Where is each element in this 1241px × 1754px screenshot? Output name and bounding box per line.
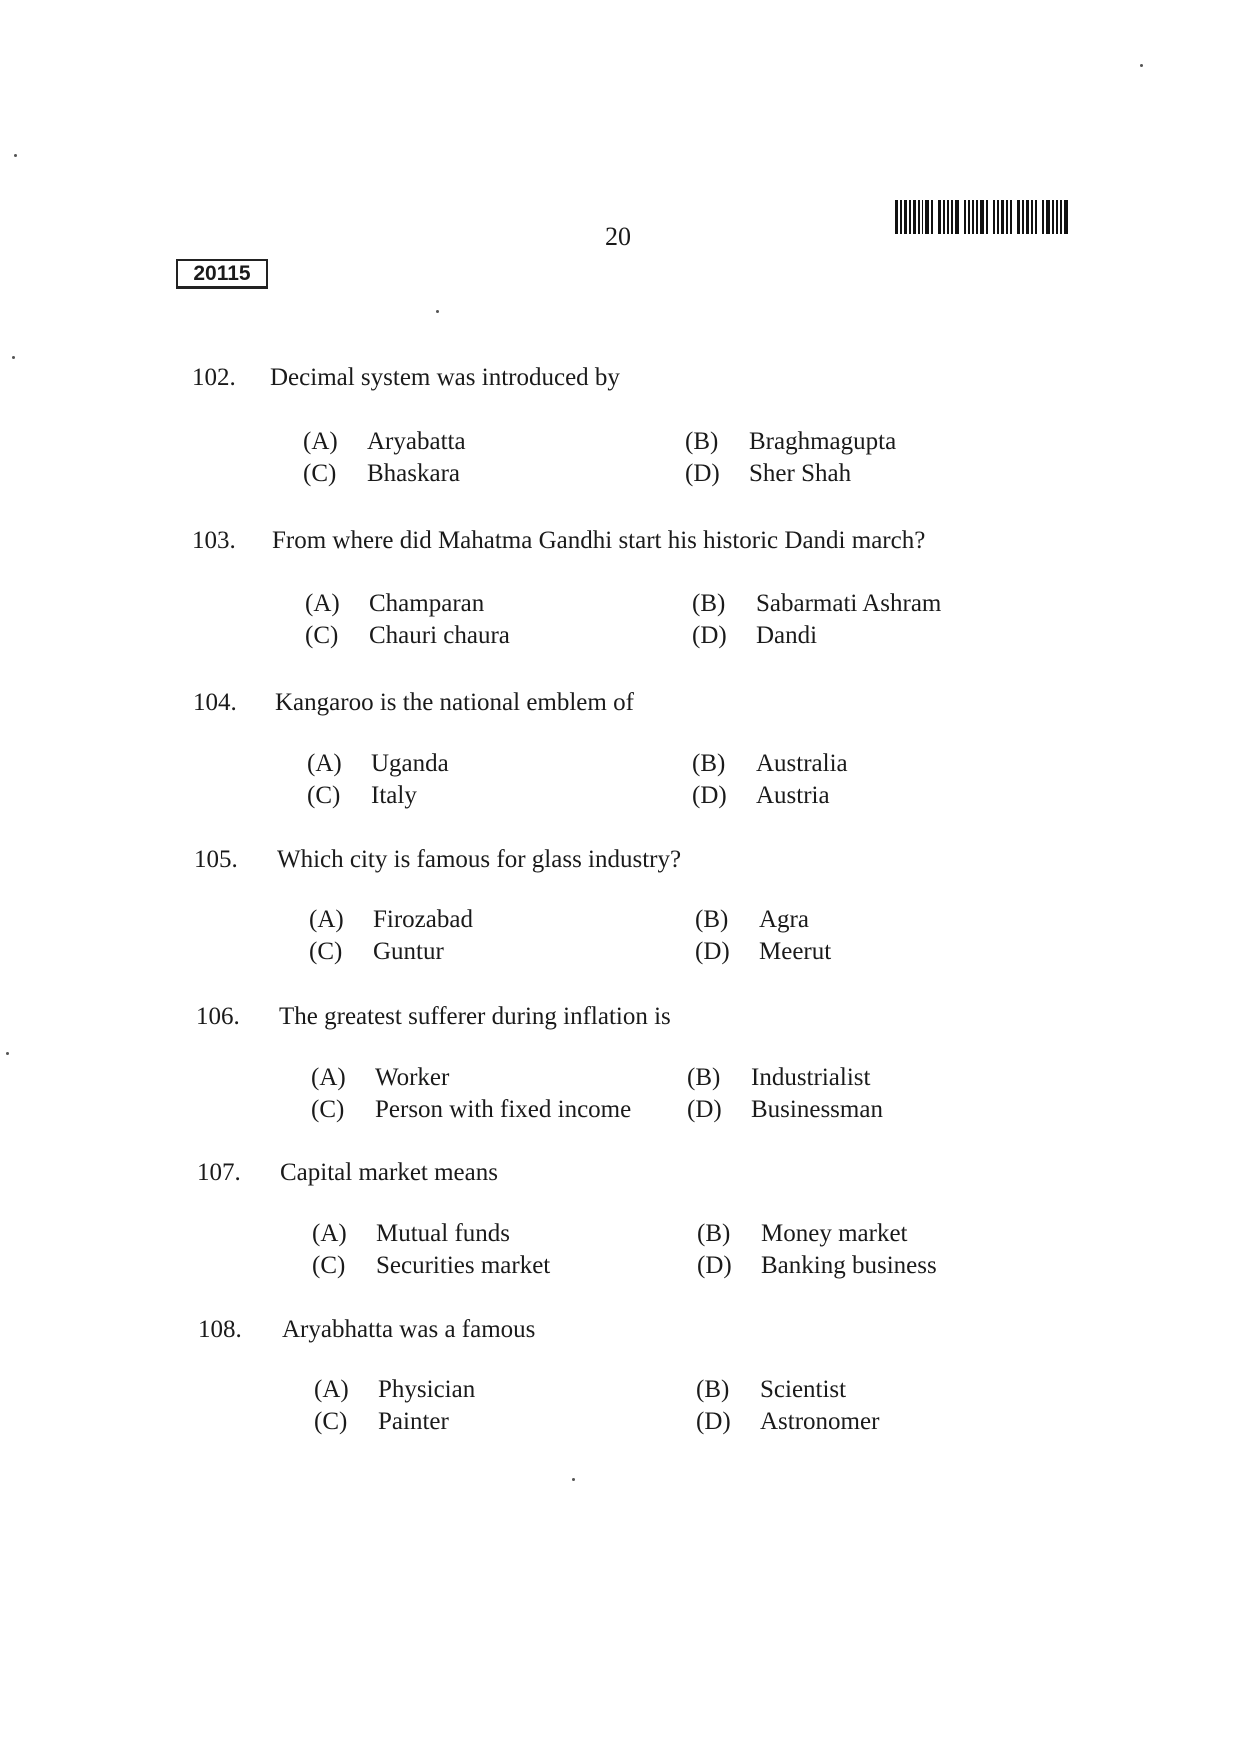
option-b[interactable]: (B) Agra: [695, 906, 809, 933]
option-a[interactable]: (A) Uganda: [307, 750, 449, 777]
option-b[interactable]: (B) Money market: [697, 1220, 908, 1247]
page-number: 20: [605, 222, 631, 251]
question-text: Capital market means: [280, 1159, 498, 1186]
option-c[interactable]: (C) Guntur: [309, 938, 444, 965]
option-c[interactable]: (C) Painter: [314, 1408, 449, 1435]
question-number: 106.: [196, 1003, 240, 1030]
question-text: Which city is famous for glass industry?: [277, 846, 682, 873]
option-d[interactable]: (D) Meerut: [695, 938, 832, 965]
option-b[interactable]: (B) Australia: [692, 750, 848, 777]
question-number: 107.: [197, 1159, 241, 1186]
option-a[interactable]: (A) Mutual funds: [312, 1220, 511, 1247]
option-b[interactable]: (B) Industrialist: [687, 1064, 871, 1091]
option-d[interactable]: (D) Austria: [692, 782, 830, 809]
scan-speck: [572, 1478, 575, 1481]
question-number: 108.: [198, 1316, 242, 1343]
option-a[interactable]: (A) Physician: [314, 1376, 476, 1403]
question-number: 102.: [192, 364, 236, 391]
option-b[interactable]: (B) Scientist: [696, 1376, 847, 1403]
scan-speck: [436, 310, 439, 313]
paper-code-box: 20115: [176, 259, 268, 289]
option-a[interactable]: (A) Firozabad: [309, 906, 473, 933]
option-d[interactable]: (D) Sher Shah: [685, 460, 852, 487]
question-text: Decimal system was introduced by: [270, 364, 620, 391]
option-d[interactable]: (D) Banking business: [697, 1252, 937, 1279]
option-d[interactable]: (D) Astronomer: [696, 1408, 880, 1435]
scan-speck: [14, 154, 17, 157]
question-number: 103.: [192, 527, 236, 554]
option-c[interactable]: (C) Bhaskara: [303, 460, 461, 487]
option-b[interactable]: (B) Sabarmati Ashram: [692, 590, 942, 617]
option-b[interactable]: (B) Braghmagupta: [685, 428, 897, 455]
option-a[interactable]: (A) Champaran: [305, 590, 485, 617]
scan-speck: [6, 1052, 9, 1055]
question-number: 105.: [194, 846, 238, 873]
option-c[interactable]: (C) Chauri chaura: [305, 622, 510, 649]
barcode-icon: [895, 200, 1070, 234]
question-text: Aryabhatta was a famous: [282, 1316, 536, 1343]
question-text: Kangaroo is the national emblem of: [275, 689, 634, 716]
question-text: The greatest sufferer during inflation is: [279, 1003, 671, 1030]
question-number: 104.: [193, 689, 237, 716]
option-c[interactable]: (C) Securities market: [312, 1252, 551, 1279]
option-a[interactable]: (A) Aryabatta: [303, 428, 466, 455]
option-c[interactable]: (C) Italy: [307, 782, 417, 809]
option-a[interactable]: (A) Worker: [311, 1064, 450, 1091]
scan-speck: [12, 356, 15, 359]
option-d[interactable]: (D) Dandi: [692, 622, 818, 649]
scan-speck: [1140, 64, 1143, 67]
option-c[interactable]: (C) Person with fixed income: [311, 1096, 632, 1123]
option-d[interactable]: (D) Businessman: [687, 1096, 883, 1123]
question-text: From where did Mahatma Gandhi start his historic Dandi march?: [272, 527, 926, 554]
